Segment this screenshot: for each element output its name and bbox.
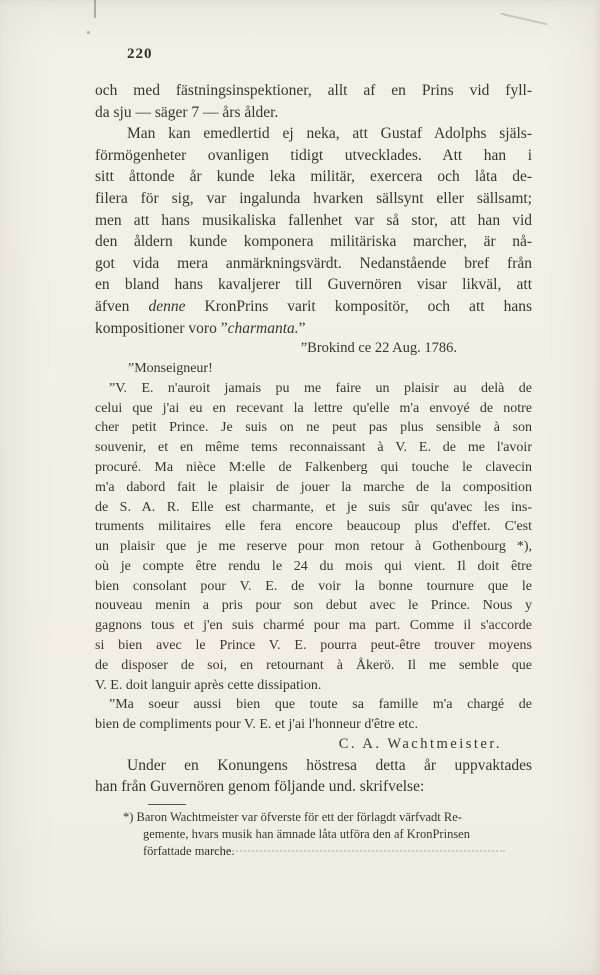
text-line [95, 557, 532, 577]
footnote-rule [148, 804, 186, 805]
letter-body [95, 379, 532, 696]
text-line [95, 339, 457, 359]
text-line [95, 616, 532, 636]
text-line [95, 636, 532, 656]
italic-text: charmanta. [227, 319, 299, 337]
text-line [95, 735, 502, 755]
text-segment: si bien avec le Prince V. E. pourra peut-être trouver moyens [95, 638, 532, 654]
scan-artifact-line [94, 0, 96, 18]
text-segment: cher petit Prince. Je suis on ne peut pas plus sensible à son [95, 420, 532, 436]
text-line [95, 596, 532, 616]
text-line [95, 399, 532, 419]
text-line [95, 537, 532, 557]
text-segment: truments militaires elle fera encore beaucoup plus d'effet. C'est [95, 519, 532, 535]
text-line [95, 123, 532, 145]
text-segment: ”Monseigneur! [128, 360, 213, 376]
text-line [95, 577, 532, 597]
scan-artifact-dot [87, 31, 90, 34]
letter-dateline [95, 339, 532, 359]
text-line [95, 776, 532, 798]
text-segment: V. E. doit languir après cette dissipation. [95, 677, 322, 693]
text-line [95, 656, 532, 676]
text-segment: de S. A. R. Elle est charmante, et je suis sûr qu'avec les ins- [95, 499, 532, 515]
text-line [95, 318, 532, 340]
text-segment: gagnons tous et j'en suis charmé pour ma part. Comme il s'accorde [95, 618, 532, 634]
text-line [95, 296, 532, 318]
text-segment: ” [298, 319, 306, 337]
text-line [128, 359, 532, 379]
text-segment: ”V. E. n'auroit jamais pu me faire un plaisir au delà de [109, 380, 532, 396]
text-segment: gemente, hvars musik han ämnade låta utföra den af KronPrinsen [143, 826, 470, 841]
text-segment: got vida mera anmärkningsvärdt. Nedanstående bref från [95, 254, 532, 272]
paragraph-main [95, 123, 532, 339]
text-segment: Under en Konungens höstresa detta år uppvaktades [127, 756, 532, 774]
text-line [95, 458, 532, 478]
text-line [95, 166, 532, 188]
text-block [95, 80, 532, 859]
text-segment: sitt åttonde år kunde leka militär, exercera och låta de- [95, 168, 532, 186]
text-segment: bien de compliments pour V. E. et j'ai l'honneur d'être etc. [95, 717, 419, 733]
scan-artifact-smudge [500, 13, 547, 26]
text-line [95, 438, 532, 458]
text-segment: författade marche. [143, 843, 235, 858]
text-segment: ”Ma soeur aussi bien que toute sa famille m'a chargé de [109, 697, 532, 713]
text-line [95, 517, 532, 537]
text-line [95, 210, 532, 232]
text-segment: den åldern kunde komponera militäriska marcher, är nå- [95, 233, 532, 251]
text-segment: un plaisir que je me reserve pour mon retour à Gothenbourg *), [95, 539, 532, 555]
text-segment: souvenir, et en même tems reconnaissant à V. E. de me l'avoir [95, 440, 532, 456]
page-number: 220 [127, 46, 153, 62]
text-segment: procuré. Ma nièce M:elle de Falkenberg qui touche le clavecin [95, 459, 532, 475]
paragraph-continuation [95, 80, 532, 123]
text-segment: C. A. Wachtmeister. [338, 736, 502, 753]
text-segment: KronPrins varit kompositör, och att hans [185, 297, 533, 315]
text-line [95, 695, 532, 715]
text-line [95, 418, 532, 438]
text-segment: Man kan emedlertid ej neka, att Gustaf Adolphs själs- [127, 125, 532, 143]
text-segment: och med fästningsinspektioner, allt af en Prins vid fyll- [95, 82, 532, 99]
italic-text: denne [148, 297, 186, 315]
text-segment: nouveau menin a pris pour son debut avec le Prince. Nous y [95, 598, 532, 614]
text-line [95, 379, 532, 399]
text-line [123, 809, 532, 826]
text-segment: m'a dabord fait le plaisir de jouer la marche de la composition [95, 479, 532, 495]
text-segment: da sju — säger 7 — års ålder. [95, 103, 279, 121]
text-line [95, 102, 532, 124]
text-segment: *) Baron Wachtmeister var öfverste för ett der förlagdt värfvadt Re- [123, 810, 462, 825]
text-line [95, 253, 532, 275]
text-segment: filera för sig, var ingalunda hvarken sällsynt eller sällsamt; [95, 189, 532, 207]
text-segment: förmögenheter ovanligen tidigt utvecklades. Att han i [95, 146, 532, 164]
text-line [143, 826, 532, 843]
text-segment: où je compte être rendu le 24 du mois qui vient. Il doit être [95, 558, 532, 574]
text-segment: celui que j'ai eu en recevant la lettre qu'elle m'a envoyé de notre [95, 400, 532, 416]
text-segment: äfven [95, 297, 149, 315]
text-line [95, 145, 532, 167]
footnote [95, 804, 532, 859]
text-line [95, 274, 532, 296]
text-line [95, 478, 532, 498]
text-segment: ”Brokind ce 22 Aug. 1786. [300, 340, 457, 357]
text-line [95, 498, 532, 518]
letter-salutation [95, 359, 532, 379]
text-line [95, 715, 532, 735]
text-segment: en bland hans kavaljerer till Guvernören visar likväl, att [95, 276, 532, 294]
text-segment: men att hans musikaliska fallenhet var så stor, att han vid [95, 211, 532, 229]
text-line [95, 676, 532, 696]
paragraph-closing [95, 755, 532, 798]
text-line [95, 80, 532, 102]
text-segment: de disposer de soi, en retournant à Åkerö. Il me semble que [95, 657, 532, 673]
text-line [95, 188, 532, 210]
text-line [143, 843, 532, 860]
text-line [95, 231, 532, 253]
text-segment: bien consolant pour V. E. de voir la bonne tournure que le [95, 578, 532, 594]
text-line [95, 755, 532, 777]
text-segment: kompositioner voro ” [95, 319, 228, 337]
letter-postscript [95, 695, 532, 735]
text-segment: han från Guvernören genom följande und. skrifvelse: [95, 778, 425, 796]
letter-signature [95, 735, 532, 755]
